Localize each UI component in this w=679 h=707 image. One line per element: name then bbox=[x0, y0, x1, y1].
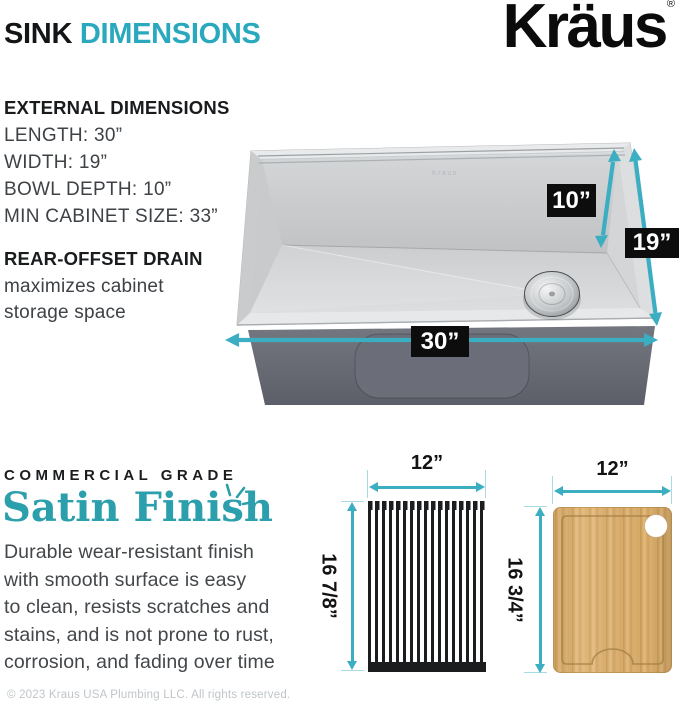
extension-line bbox=[552, 476, 553, 504]
arrow-shaft bbox=[375, 486, 479, 489]
rack-width-label: 12” bbox=[410, 452, 444, 474]
title-space bbox=[72, 18, 80, 50]
drain bbox=[523, 272, 581, 321]
sink-3d-figure bbox=[225, 132, 679, 424]
board-height-arrow bbox=[535, 507, 545, 673]
rack-bottom-edge bbox=[368, 662, 486, 672]
spec-bowl-depth: BOWL DEPTH: 10” bbox=[4, 179, 172, 200]
spec-width: WIDTH: 19” bbox=[4, 152, 108, 173]
satin-finish-title: Satin Finish bbox=[2, 484, 273, 531]
external-dimensions-heading: EXTERNAL DIMENSIONS bbox=[4, 97, 230, 118]
finger-hole bbox=[645, 515, 668, 538]
drain-desc-line: maximizes cabinet bbox=[4, 276, 164, 297]
sink-render bbox=[225, 132, 679, 424]
rack-rods bbox=[368, 510, 486, 662]
sink-etched-logo: Kraus bbox=[432, 170, 458, 177]
registered-trademark-icon: ® bbox=[666, 0, 675, 11]
arrow-shaft bbox=[539, 513, 542, 667]
extension-line bbox=[367, 470, 368, 498]
commercial-grade-heading: COMMERCIAL GRADE bbox=[4, 467, 238, 484]
copyright-notice: © 2023 Kraus USA Plumbing LLC. All rights reserved. bbox=[7, 689, 291, 701]
finish-desc-line: corrosion, and fading over time bbox=[4, 651, 275, 673]
extension-line bbox=[341, 670, 364, 671]
cutting-board-render bbox=[553, 507, 672, 673]
rear-offset-drain-heading: REAR-OFFSET DRAIN bbox=[4, 248, 203, 269]
extension-line bbox=[671, 476, 672, 504]
kraus-logo-text: Kräus bbox=[502, 0, 666, 61]
rack-height-arrow bbox=[347, 502, 357, 670]
finish-desc-line: with smooth surface is easy bbox=[4, 568, 247, 591]
board-width-arrow bbox=[554, 486, 671, 496]
finish-description bbox=[4, 539, 275, 677]
finish-desc-line: Durable wear-resistant finish bbox=[4, 541, 255, 563]
rolling-drying-rack bbox=[368, 501, 486, 672]
sparkle-icon bbox=[224, 482, 256, 510]
bamboo-cutting-board bbox=[553, 507, 672, 673]
finish-desc-line: to clean, resists scratches and bbox=[4, 596, 270, 618]
rear-offset-drain-description bbox=[4, 274, 164, 325]
rack-top-edge bbox=[368, 501, 486, 510]
arrow-shaft bbox=[560, 490, 665, 493]
external-dimensions-list bbox=[4, 122, 218, 230]
kraus-logo bbox=[503, 0, 674, 59]
drain-desc-line: storage space bbox=[4, 301, 126, 323]
board-width-label: 12” bbox=[596, 458, 629, 480]
bowl-depth-label: 10” bbox=[547, 184, 596, 217]
rack-width-arrow bbox=[369, 482, 485, 492]
arrow-shaft bbox=[351, 508, 354, 664]
sink-length-label: 30” bbox=[411, 326, 469, 357]
finish-desc-line: stains, and is not prone to rust, bbox=[4, 623, 274, 646]
board-height-label: 16 3/4” bbox=[503, 557, 526, 623]
extension-line bbox=[485, 470, 486, 498]
spec-min-cabinet: MIN CABINET SIZE: 33” bbox=[4, 206, 218, 227]
sink-bowl bbox=[250, 153, 640, 313]
rack-height-label: 16 7/8” bbox=[317, 553, 340, 619]
sink-width-label: 19” bbox=[625, 228, 679, 258]
page-title-black: SINK bbox=[4, 18, 73, 50]
page-title-teal: DIMENSIONS bbox=[79, 18, 261, 50]
page-title bbox=[4, 18, 261, 51]
spec-length: LENGTH: 30” bbox=[4, 125, 123, 146]
